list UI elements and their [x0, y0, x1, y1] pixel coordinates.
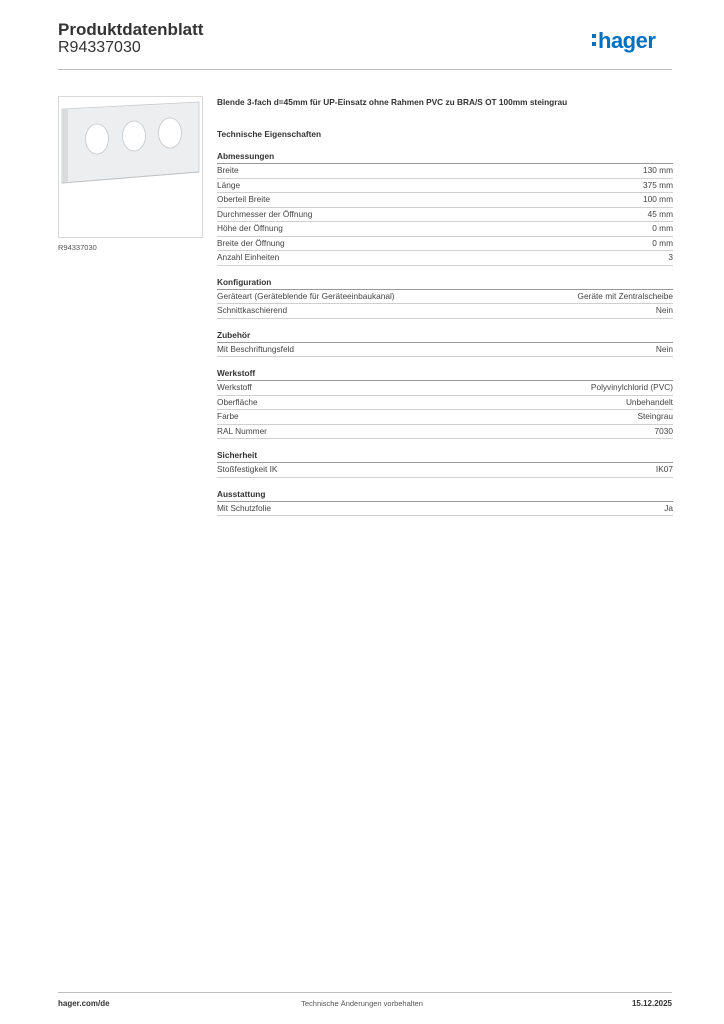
- property-value: 0 mm: [652, 223, 673, 233]
- section-5: [217, 489, 673, 517]
- property-row: [217, 222, 673, 237]
- logo-dots-icon: [592, 34, 596, 48]
- logo-text: hager: [598, 28, 656, 53]
- property-label: Stoßfestigkeit IK: [217, 464, 278, 474]
- property-label: Breite der Öffnung: [217, 237, 285, 248]
- property-row: [217, 179, 673, 194]
- page-title: Produktdatenblatt: [58, 20, 204, 39]
- property-value: 3: [668, 252, 673, 262]
- property-label: Mit Beschriftungsfeld: [217, 343, 295, 354]
- property-value: IK07: [655, 464, 673, 474]
- property-value: Geräte mit Zentralscheibe: [577, 290, 673, 301]
- property-row: [217, 290, 673, 305]
- product-description: Blende 3-fach d=45mm für UP-Einsatz ohne Rahmen PVC zu BRA/S OT 100mm steingrau: [217, 97, 568, 107]
- property-value: 375 mm: [643, 179, 673, 190]
- property-row: [217, 381, 673, 396]
- property-row: [217, 502, 673, 517]
- product-details: [217, 95, 673, 527]
- property-value: Steingrau: [637, 411, 673, 421]
- property-row: [217, 425, 673, 440]
- property-value: 7030: [654, 425, 673, 436]
- property-row: [217, 193, 673, 208]
- section-title: Zubehör: [217, 330, 673, 343]
- header-divider: [58, 69, 672, 70]
- property-label: Geräteart (Geräteblende für Geräteeinbaukanal): [217, 290, 395, 301]
- property-label: RAL Nummer: [217, 425, 267, 436]
- property-value: 130 mm: [643, 165, 673, 175]
- property-value: 45 mm: [647, 208, 673, 219]
- technical-properties-heading: Technische Eigenschaften: [217, 129, 322, 139]
- section-title: Abmessungen: [217, 151, 673, 164]
- property-row: [217, 164, 673, 179]
- property-label: Oberfläche: [217, 396, 258, 407]
- property-row: [217, 396, 673, 411]
- property-label: Anzahl Einheiten: [217, 252, 280, 262]
- footer-website: hager.com/de: [58, 999, 110, 1008]
- property-row: [217, 237, 673, 252]
- property-row: [217, 343, 673, 358]
- properties-sections: [217, 151, 673, 516]
- property-label: Breite: [217, 165, 239, 175]
- property-label: Schnittkaschierend: [217, 305, 288, 315]
- property-row: [217, 410, 673, 425]
- property-row: [217, 251, 673, 266]
- section-title: Werkstoff: [217, 368, 673, 381]
- property-label: Farbe: [217, 411, 239, 421]
- footer-divider: [58, 992, 672, 993]
- property-value: Polyvinylchlorid (PVC): [590, 382, 673, 392]
- section-1: [217, 277, 673, 319]
- property-label: Oberteil Breite: [217, 194, 271, 204]
- property-row: [217, 304, 673, 319]
- property-value: Unbehandelt: [625, 396, 673, 407]
- property-value: Nein: [655, 343, 673, 354]
- section-2: [217, 330, 673, 358]
- cover-plate-icon: [59, 97, 202, 237]
- section-title: Konfiguration: [217, 277, 673, 290]
- property-value: 0 mm: [652, 237, 673, 248]
- property-value: Ja: [664, 502, 673, 513]
- section-0: [217, 151, 673, 266]
- footer-date: 15.12.2025: [631, 999, 672, 1008]
- property-value: 100 mm: [643, 194, 673, 204]
- product-number: R94337030: [58, 39, 141, 56]
- section-title: Sicherheit: [217, 450, 673, 463]
- footer-notice: Technische Änderungen vorbehalten: [301, 999, 423, 1008]
- property-label: Höhe der Öffnung: [217, 223, 283, 233]
- section-4: [217, 450, 673, 478]
- property-value: Nein: [655, 305, 673, 315]
- image-caption: R94337030: [58, 243, 97, 252]
- section-title: Ausstattung: [217, 489, 673, 502]
- property-row: [217, 208, 673, 223]
- hager-logo: [592, 28, 674, 56]
- section-3: [217, 368, 673, 439]
- property-label: Länge: [217, 179, 241, 190]
- property-label: Durchmesser der Öffnung: [217, 208, 313, 219]
- property-label: Werkstoff: [217, 382, 252, 392]
- property-row: [217, 463, 673, 478]
- property-label: Mit Schutzfolie: [217, 502, 271, 513]
- product-image: [58, 96, 203, 238]
